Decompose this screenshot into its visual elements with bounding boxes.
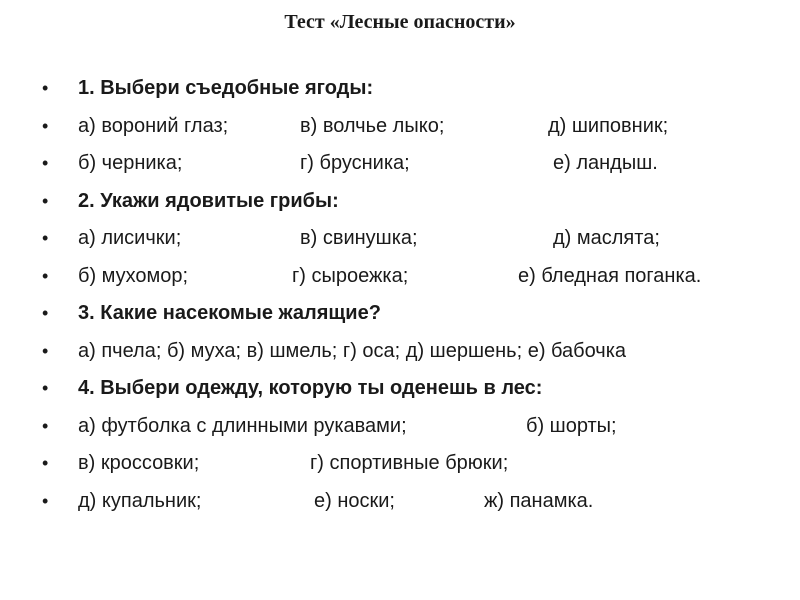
answer-option: б) шорты; [526,414,617,437]
bullet-icon: • [42,490,49,511]
list-item-q1-row2 [42,149,782,187]
bullet-icon: • [42,265,49,286]
list-item-q2-row2 [42,262,782,300]
bullet-icon: • [42,453,49,473]
answer-option: д) купальник; [78,489,202,512]
bullet-icon: • [42,190,49,211]
answer-option: г) спортивные брюки; [310,452,509,474]
answer-option: д) маслята; [553,227,660,249]
list-item-q3-row1 [42,337,782,375]
answer-option: б) мухомор; [78,264,189,287]
bullet-icon: • [42,378,49,398]
list-item-q1-row1 [42,112,782,150]
list-item-q2 [42,187,782,225]
bullet-icon: • [42,153,49,173]
bullet-icon: • [42,340,49,361]
question-text: 2. Укажи ядовитые грибы: [78,189,339,212]
list-item-q4 [42,374,782,412]
answer-option: е) бледная поганка. [518,264,702,287]
answer-option: г) сыроежка; [292,264,409,287]
bullet-icon: • [42,115,49,136]
question-text: 1. Выбери съедобные ягоды: [78,77,374,99]
answer-option: в) кроссовки; [78,452,200,474]
answer-option: а) лисички; [78,227,182,249]
bullet-icon: • [42,228,49,248]
answer-option: е) носки; [314,489,395,512]
answer-option: г) брусника; [300,152,410,174]
answer-option: ж) панамка. [484,489,594,512]
answer-option: д) шиповник; [548,114,669,137]
answer-option: в) волчье лыко; [300,114,445,137]
list-item-q4-row1 [42,412,782,450]
answer-option: е) ландыш. [553,152,658,174]
bullet-icon: • [42,303,49,323]
list-item-q1 [42,74,782,112]
answer-option: а) футболка с длинными рукавами; [78,414,407,437]
answer-option: а) вороний глаз; [78,114,229,137]
list-item-q3 [42,299,782,337]
question-text: 3. Какие насекомые жалящие? [78,302,381,324]
bullet-icon: • [42,415,49,436]
slide-title: Тест «Лесные опасности» [284,11,516,33]
bullet-icon: • [42,78,49,98]
answer-option: а) пчела; б) муха; в) шмель; г) оса; д) шершень; е) бабочка [78,339,627,362]
question-text: 4. Выбери одежду, которую ты оденешь в лес: [78,377,543,399]
answer-option: б) черника; [78,152,183,174]
list-item-q2-row1 [42,224,782,262]
list-item-q4-row3 [42,487,782,525]
answer-option: в) свинушка; [300,227,418,249]
question-list [42,74,782,524]
list-item-q4-row2 [42,449,782,487]
